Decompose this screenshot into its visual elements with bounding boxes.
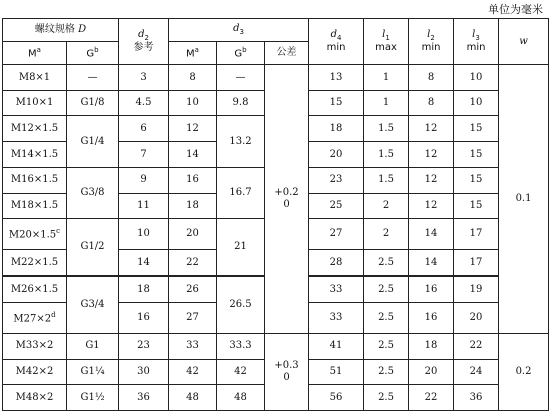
cell-d4: 51 bbox=[309, 359, 364, 385]
cell-d2: 14 bbox=[119, 249, 169, 276]
cell-l1: 2.5 bbox=[364, 276, 409, 303]
cell-l3: 15 bbox=[454, 116, 499, 142]
cell-l1: 2 bbox=[364, 193, 409, 219]
unit-note: 单位为毫米 bbox=[488, 3, 543, 16]
cell-d3-m: 20 bbox=[169, 219, 217, 250]
cell-d4: 25 bbox=[309, 193, 364, 219]
cell-d3-m: 48 bbox=[169, 385, 217, 411]
cell-m: M26×1.5 bbox=[3, 276, 67, 303]
cell-l1: 2.5 bbox=[364, 359, 409, 385]
cell-d3-m: 14 bbox=[169, 142, 217, 168]
cell-d2: 7 bbox=[119, 142, 169, 168]
cell-g: G1/4 bbox=[67, 116, 119, 167]
cell-l2: 8 bbox=[409, 90, 454, 116]
cell-d4: 23 bbox=[309, 167, 364, 193]
cell-d2: 11 bbox=[119, 193, 169, 219]
cell-g: G3/8 bbox=[67, 167, 119, 218]
cell-d3-m: 27 bbox=[169, 303, 217, 334]
cell-d3-g: 26.5 bbox=[217, 276, 265, 333]
cell-m: M10×1 bbox=[3, 90, 67, 116]
cell-m: M22×1.5 bbox=[3, 249, 67, 276]
cell-d3-m: 42 bbox=[169, 359, 217, 385]
header-l3: $l_3$ min bbox=[454, 19, 499, 65]
header-tolerance: 公差 bbox=[265, 42, 309, 65]
cell-l2: 16 bbox=[409, 303, 454, 334]
cell-d2: 16 bbox=[119, 303, 169, 334]
cell-l3: 10 bbox=[454, 90, 499, 116]
cell-l1: 2.5 bbox=[364, 249, 409, 276]
cell-g: G1/2 bbox=[67, 219, 119, 276]
cell-l2: 20 bbox=[409, 359, 454, 385]
cell-l3: 17 bbox=[454, 249, 499, 276]
cell-l2: 14 bbox=[409, 219, 454, 250]
header-d2: $d_2$ 参考 bbox=[119, 19, 169, 65]
header-g: $G^b$ bbox=[67, 42, 119, 65]
cell-l1: 2.5 bbox=[364, 385, 409, 411]
cell-d3-m: 8 bbox=[169, 65, 217, 91]
cell-l3: 20 bbox=[454, 303, 499, 334]
cell-l2: 16 bbox=[409, 276, 454, 303]
cell-d4: 18 bbox=[309, 116, 364, 142]
cell-d2: 36 bbox=[119, 385, 169, 411]
header-l1: $l_1$ max bbox=[364, 19, 409, 65]
cell-m: M33×2 bbox=[3, 333, 67, 359]
cell-l2: 12 bbox=[409, 167, 454, 193]
table-row bbox=[3, 333, 549, 359]
cell-d2: 9 bbox=[119, 167, 169, 193]
cell-l3: 24 bbox=[454, 359, 499, 385]
cell-d2: 6 bbox=[119, 116, 169, 142]
cell-d4: 13 bbox=[309, 65, 364, 91]
cell-g: G1/8 bbox=[67, 90, 119, 116]
cell-d4: 41 bbox=[309, 333, 364, 359]
cell-l1: 1 bbox=[364, 90, 409, 116]
cell-d4: 15 bbox=[309, 90, 364, 116]
cell-l3: 15 bbox=[454, 167, 499, 193]
cell-d4: 33 bbox=[309, 303, 364, 334]
cell-m: $M27\times 2^d$ bbox=[3, 303, 67, 334]
cell-l3: 10 bbox=[454, 65, 499, 91]
cell-l3: 15 bbox=[454, 142, 499, 168]
cell-l2: 18 bbox=[409, 333, 454, 359]
cell-l1: 2 bbox=[364, 219, 409, 250]
cell-m: M16×1.5 bbox=[3, 167, 67, 193]
cell-l1: 1 bbox=[364, 65, 409, 91]
thread-dimension-table bbox=[2, 18, 549, 411]
cell-l2: 12 bbox=[409, 116, 454, 142]
cell-d3-g: 16.7 bbox=[217, 167, 265, 218]
cell-d2: 18 bbox=[119, 276, 169, 303]
cell-d4: 56 bbox=[309, 385, 364, 411]
cell-tolerance-group2: +0.3 0 bbox=[265, 333, 309, 410]
header-d3-m: $M^a$ bbox=[169, 42, 217, 65]
cell-m: M12×1.5 bbox=[3, 116, 67, 142]
cell-m: M42×2 bbox=[3, 359, 67, 385]
cell-m: M8×1 bbox=[3, 65, 67, 91]
cell-l1: 1.5 bbox=[364, 142, 409, 168]
cell-l3: 19 bbox=[454, 276, 499, 303]
cell-l2: 12 bbox=[409, 142, 454, 168]
header-w: w bbox=[499, 19, 549, 65]
cell-d2: 10 bbox=[119, 219, 169, 250]
cell-d4: 28 bbox=[309, 249, 364, 276]
cell-d3-m: 22 bbox=[169, 249, 217, 276]
cell-m: M18×1.5 bbox=[3, 193, 67, 219]
cell-l2: 22 bbox=[409, 385, 454, 411]
cell-w-group1: 0.1 bbox=[499, 65, 549, 334]
cell-d2: 4.5 bbox=[119, 90, 169, 116]
cell-g: G1½ bbox=[67, 385, 119, 411]
cell-d3-g: 33.3 bbox=[217, 333, 265, 359]
cell-m: M14×1.5 bbox=[3, 142, 67, 168]
cell-d2: 3 bbox=[119, 65, 169, 91]
cell-l1: 2.5 bbox=[364, 333, 409, 359]
cell-w-group2: 0.2 bbox=[499, 333, 549, 410]
cell-g: G3/4 bbox=[67, 276, 119, 333]
cell-m: M20×1.5$^c$ bbox=[3, 219, 67, 250]
cell-l3: 22 bbox=[454, 333, 499, 359]
cell-l2: 12 bbox=[409, 193, 454, 219]
cell-d3-g: 21 bbox=[217, 219, 265, 276]
cell-d3-m: 10 bbox=[169, 90, 217, 116]
cell-l1: 2.5 bbox=[364, 303, 409, 334]
cell-tolerance-group1: +0.2 0 bbox=[265, 65, 309, 334]
cell-l3: 36 bbox=[454, 385, 499, 411]
cell-d3-g: 13.2 bbox=[217, 116, 265, 167]
cell-d3-m: 12 bbox=[169, 116, 217, 142]
cell-l3: 17 bbox=[454, 219, 499, 250]
cell-d2: 23 bbox=[119, 333, 169, 359]
cell-l3: 15 bbox=[454, 193, 499, 219]
cell-d3-m: 18 bbox=[169, 193, 217, 219]
cell-d3-m: 33 bbox=[169, 333, 217, 359]
header-thread-spec: 螺纹规格 D bbox=[3, 19, 119, 42]
header-m: $M^a$ bbox=[3, 42, 67, 65]
header-l2: $l_2$ min bbox=[409, 19, 454, 65]
cell-m: M48×2 bbox=[3, 385, 67, 411]
header-d4: $d_4$ min bbox=[309, 19, 364, 65]
cell-d4: 33 bbox=[309, 276, 364, 303]
cell-d3-g: 9.8 bbox=[217, 90, 265, 116]
cell-l1: 1.5 bbox=[364, 167, 409, 193]
cell-l2: 8 bbox=[409, 65, 454, 91]
cell-l2: 14 bbox=[409, 249, 454, 276]
cell-d3-g: — bbox=[217, 65, 265, 91]
cell-g: — bbox=[67, 65, 119, 91]
cell-d4: 27 bbox=[309, 219, 364, 250]
table-row bbox=[3, 65, 549, 91]
cell-d3-m: 26 bbox=[169, 276, 217, 303]
cell-l1: 1.5 bbox=[364, 116, 409, 142]
cell-d3-g: 42 bbox=[217, 359, 265, 385]
cell-d3-m: 16 bbox=[169, 167, 217, 193]
cell-d4: 20 bbox=[309, 142, 364, 168]
cell-g: G1 bbox=[67, 333, 119, 359]
cell-d2: 30 bbox=[119, 359, 169, 385]
header-d3: $d_3$ bbox=[169, 19, 309, 42]
cell-g: G1¼ bbox=[67, 359, 119, 385]
header-d3-g: $G^b$ bbox=[217, 42, 265, 65]
cell-d3-g: 48 bbox=[217, 385, 265, 411]
